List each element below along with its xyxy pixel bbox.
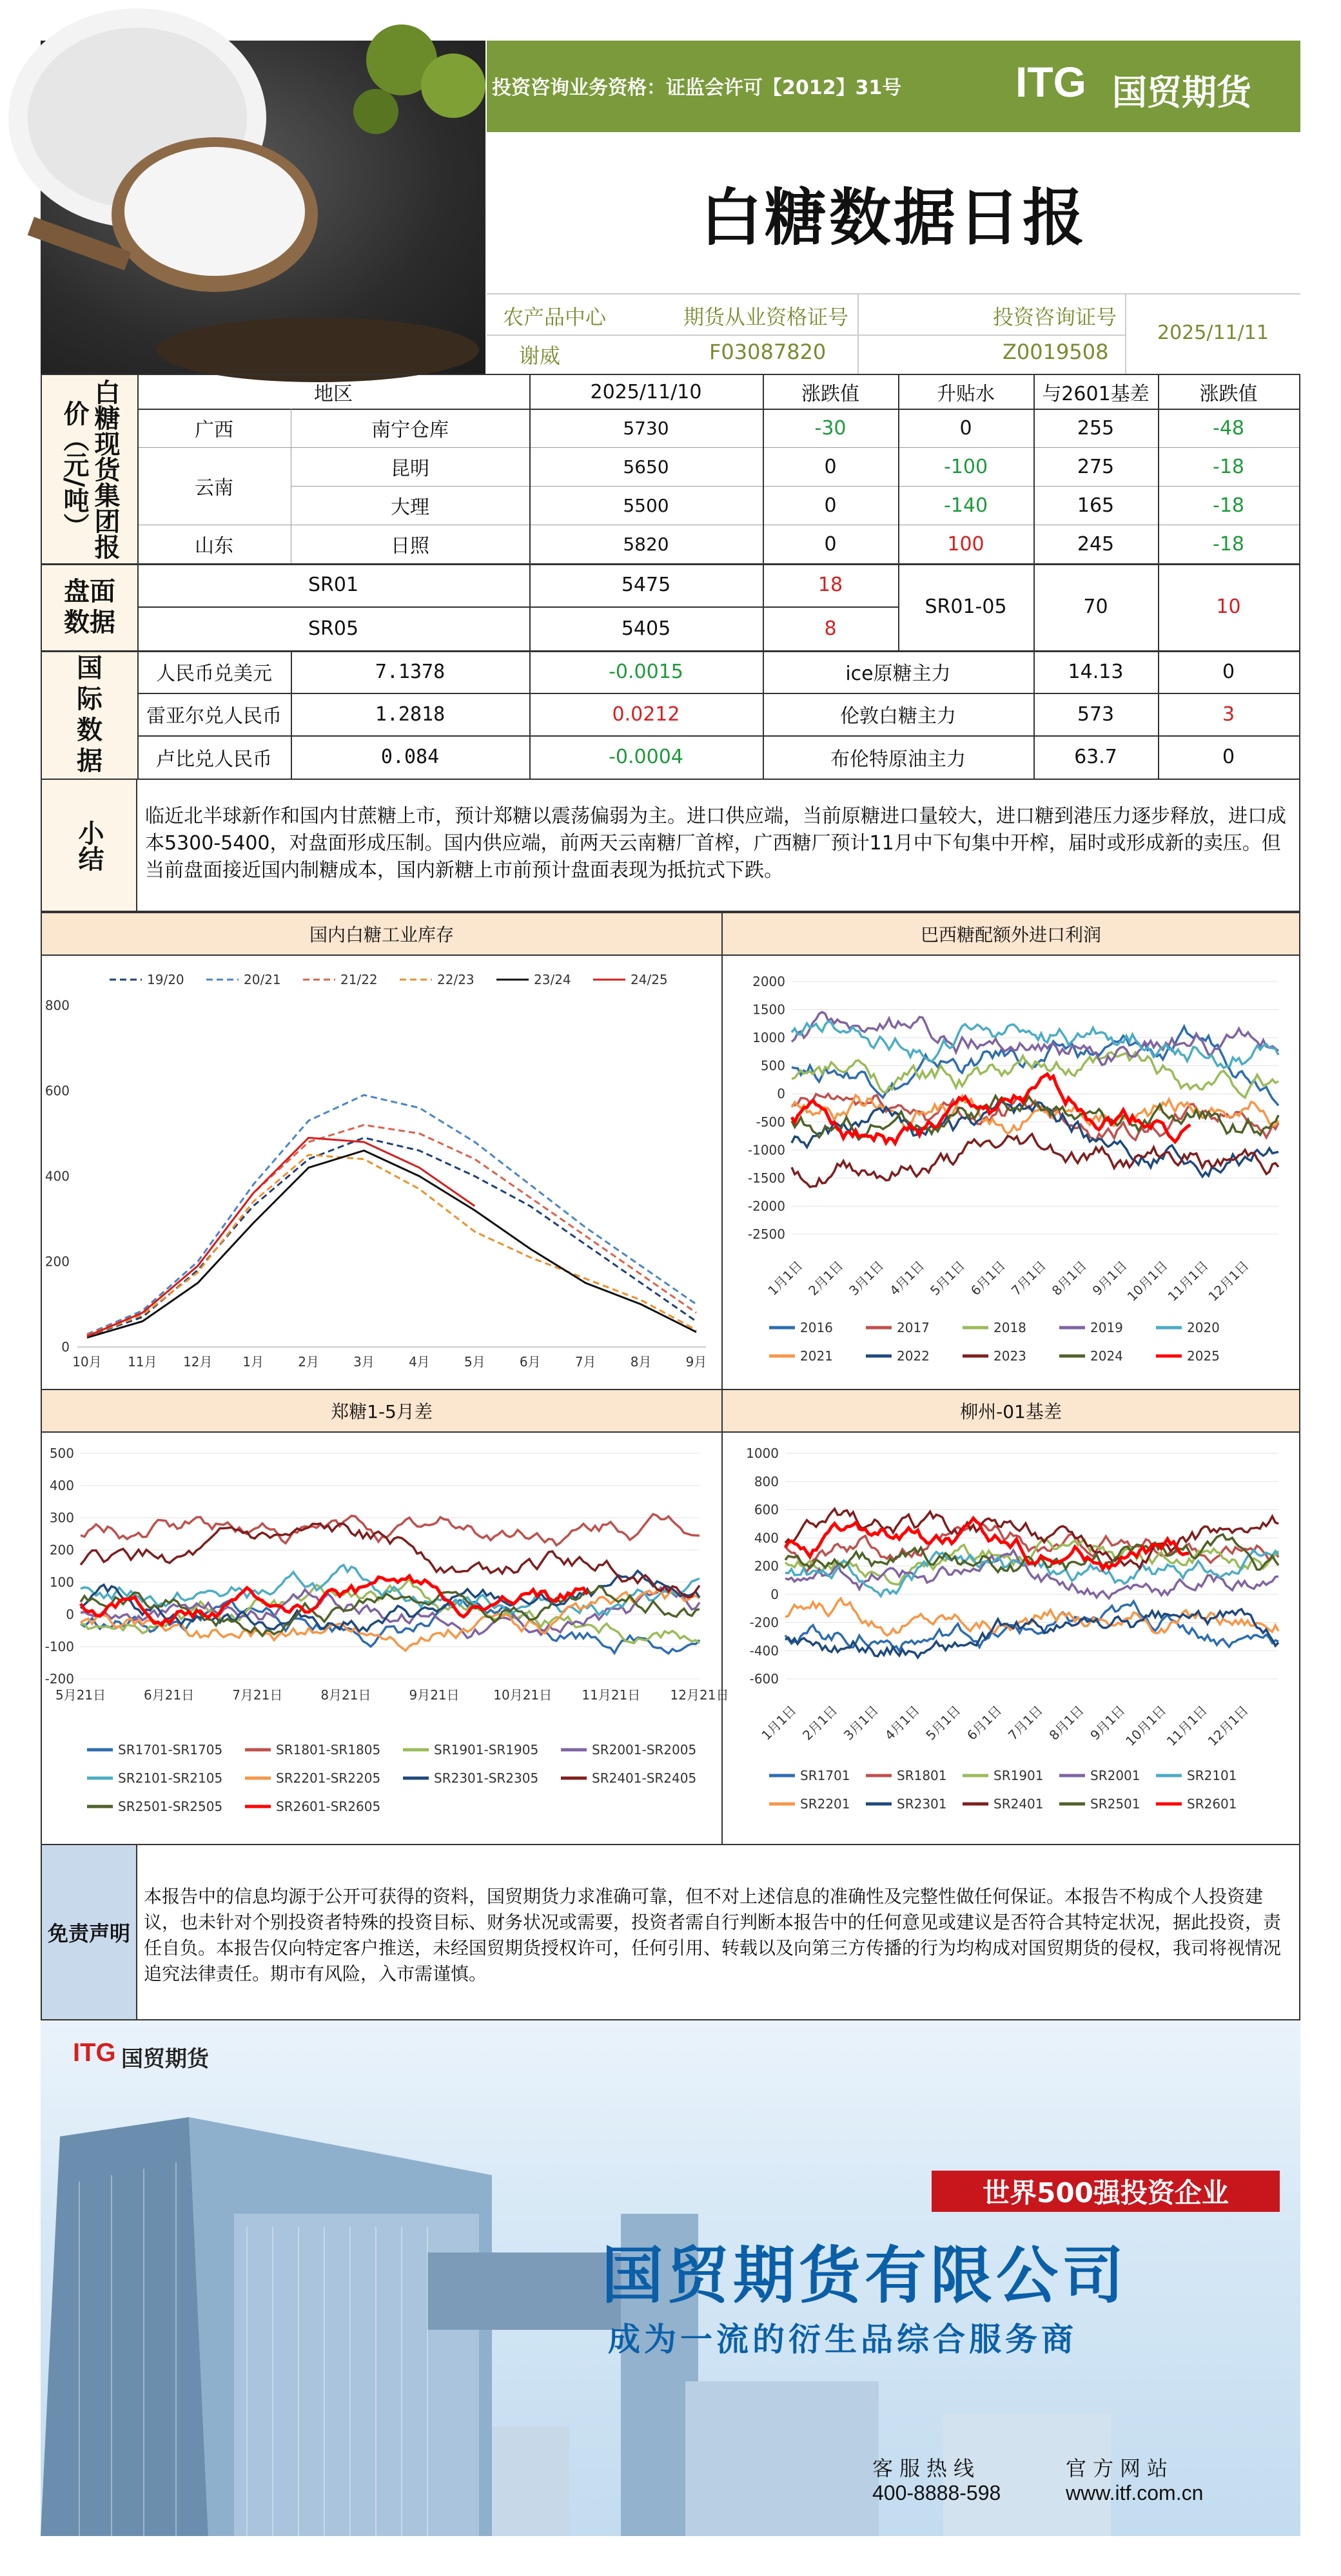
x-tick-label: 12月 [183,1354,213,1370]
x-tick-label: 6月 [519,1354,541,1370]
disclaimer-text: 本报告中的信息均源于公开可获得的资料，国贸期货力求准确可靠，但不对上述信息的准确性及完整性做任何保证。本报告不构成个人投资建议，也未针对个别投资者特殊的投资目标、财务状况或需要，投资者需自行判断本报告中的任何意见或建议是否符合其特定状况，据此投资，责任自负。本报告仅向特定客户推送，未经国贸期货授权许可，任何引用、转载以及向第三方传播的行为均构成对国贸期货的侵权，我司将视情况追究法律责任。期市有风险，入市需谨慎。 [144,1886,1282,1984]
inventory-chart [42,957,720,1388]
x-tick-label: 6月21日 [144,1687,195,1703]
report-date: 2025/11/11 [1157,322,1269,344]
advisory-number: Z0019508 [1003,340,1109,364]
legend-label: 2024 [1090,1348,1123,1364]
spot-price: 5820 [623,533,669,555]
x-tick-label: 4月1日 [886,1257,928,1299]
legend-label: 2016 [800,1320,833,1335]
legend-label: 2023 [994,1348,1026,1364]
y-tick-label: -600 [749,1671,779,1687]
x-tick-label: 11月 [128,1354,157,1370]
futures-contract: SR05 [308,617,359,640]
legend-label: 21/22 [340,972,378,987]
cert-number: F03087820 [709,340,827,364]
y-tick-label: 800 [44,998,70,1013]
spot-basis-change: -18 [1213,455,1244,478]
y-tick-label: -1000 [747,1142,785,1158]
report-title: 白糖数据日报 [700,181,1087,254]
commodity-value: 573 [1077,702,1115,726]
legend-label: 24/25 [631,972,668,987]
x-tick-label: 10月1日 [1122,1702,1170,1749]
spot-region: 山东 [195,535,233,557]
y-tick-label: 600 [44,1083,70,1099]
legend-label: SR1801 [897,1768,947,1783]
col-premium: 升贴水 [937,383,995,405]
series-line [87,1150,696,1337]
y-tick-label: 200 [754,1558,779,1574]
fx-name: 雷亚尔兑人民币 [146,705,282,728]
x-tick-label: 10月1日 [1124,1257,1171,1304]
legend-label: 2020 [1187,1320,1220,1335]
y-tick-label: -400 [749,1643,779,1659]
spot-place: 大理 [391,496,429,519]
x-tick-label: 12月1日 [1204,1702,1251,1749]
summary-text: 临近北半球新作和国内甘蔗糖上市，预计郑糖以震荡偏弱为主。进口供应端，当前原糖进口量较大，进口糖到港压力逐步释放，进口成本5300-5400，对盘面形成压制。国内供应端，前两天云南糖厂首榨，广西糖厂预计11月中下旬集中开榨，届时或形成新的卖压。但当前盘面接近国内制糖成本，国内新糖上市前预计盘面表现为抵抗式下跌。 [145,805,1286,882]
disclaimer-label: 免责声明 [42,1845,137,2019]
y-tick-label: 1000 [752,1030,785,1046]
commodity-value: 14.13 [1068,660,1124,683]
y-tick-label: 2000 [752,974,785,989]
x-tick-label: 9月1日 [1089,1257,1130,1299]
legend-label: SR1901-SR1905 [434,1742,539,1758]
dept-label: 农产品中心 [503,305,607,329]
chart-title-basis: 柳州-01基差 [723,1389,1300,1433]
spot-place: 昆明 [391,458,429,480]
legend-label: 22/23 [437,972,475,987]
commodity-change: 0 [1222,746,1235,768]
series-line [792,1134,1278,1187]
x-tick-label: 7月1日 [1004,1702,1046,1743]
spread-change: 10 [1216,596,1241,618]
spot-region: 广西 [195,419,233,441]
x-tick-label: 10月 [72,1354,102,1370]
x-tick-label: 9月 [685,1354,707,1370]
legend-label: 2022 [897,1348,930,1364]
y-tick-label: 200 [49,1542,74,1558]
y-tick-label: -200 [749,1614,779,1631]
spot-place: 日照 [391,535,429,557]
hotline-label: 客服热线 [872,2456,981,2481]
basis-chart [724,1434,1299,1844]
spot-place: 南宁仓库 [371,419,449,441]
legend-label: SR2201-SR2205 [276,1770,381,1786]
y-tick-label: -200 [44,1671,74,1687]
spread-label: SR01-05 [925,596,1007,618]
x-tick-label: 2月1日 [805,1257,847,1299]
y-tick-label: -100 [44,1639,74,1654]
chart-title-inventory: 国内白糖工业库存 [41,912,723,956]
spot-premium: -140 [943,494,988,517]
legend-label: 2018 [994,1320,1026,1335]
commodity-value: 63.7 [1074,746,1117,768]
y-tick-label: 100 [49,1574,74,1590]
header-bar [487,41,1300,132]
series-line [87,1155,696,1337]
y-tick-label: 300 [49,1510,74,1525]
x-tick-label: 4月1日 [881,1702,923,1743]
fx-value: 1.2818 [375,702,445,726]
spot-change: 0 [824,494,837,517]
x-tick-label: 1月 [242,1354,264,1370]
disclaimer-section [41,1845,1300,2020]
x-tick-label: 3月1日 [840,1702,882,1743]
y-tick-label: 0 [777,1086,785,1102]
legend-label: SR2301-SR2305 [434,1770,539,1786]
x-tick-label: 6月1日 [967,1257,1009,1299]
y-tick-label: 800 [754,1473,779,1489]
x-tick-label: 12月21日 [670,1687,729,1703]
spot-basis: 255 [1077,416,1115,440]
commodity-name: 伦敦白糖主力 [840,705,956,728]
fx-name: 人民币兑美元 [156,663,272,685]
y-tick-label: 1000 [746,1446,779,1461]
y-tick-label: -500 [756,1114,785,1130]
legend-label: SR2401-SR2405 [592,1770,697,1786]
x-tick-label: 1月1日 [758,1702,799,1743]
y-tick-label: 1500 [752,1002,785,1018]
x-tick-label: 11月1日 [1163,1702,1211,1749]
legend-label: SR2101 [1187,1768,1237,1783]
fx-change: -0.0004 [609,746,683,768]
spot-change: -30 [814,416,847,440]
y-tick-label: 500 [760,1058,785,1074]
banner-company-name: 国贸期货有限公司 [602,2240,1128,2312]
spot-change: 0 [824,532,837,556]
x-tick-label: 6月1日 [964,1702,1005,1743]
legend-label: SR2101-SR2105 [118,1770,223,1786]
y-tick-label: -2000 [747,1198,785,1214]
y-tick-label: -2500 [747,1226,785,1242]
spot-price: 5650 [623,456,669,478]
x-tick-label: 10月21日 [493,1687,553,1703]
legend-label: SR2601 [1187,1796,1237,1812]
legend-label: SR2601-SR2605 [276,1799,381,1814]
futures-price: 5475 [621,574,671,596]
spot-basis-change: -18 [1213,494,1244,517]
commodity-name: ice原糖主力 [845,663,951,685]
series-line [785,1602,1278,1651]
legend-label: SR2501-SR2505 [118,1799,223,1814]
col-region: 地区 [314,383,353,405]
y-tick-label: 0 [770,1586,779,1602]
col-change: 涨跌值 [801,383,859,405]
legend-label: SR1701 [800,1768,850,1783]
spot-premium: 100 [947,532,984,556]
legend-label: 23/24 [534,972,571,987]
series-line [87,1138,696,1336]
legend-label: 19/20 [147,972,184,987]
website-label: 官方网站 [1066,2456,1175,2481]
futures-price: 5405 [621,617,671,640]
y-tick-label: 400 [44,1168,70,1184]
legend-label: SR2301 [897,1796,947,1812]
x-tick-label: 7月21日 [232,1687,283,1703]
summary-label: 小结 [42,780,137,911]
website-url[interactable]: www.itf.com.cn [1066,2481,1204,2504]
fx-change: -0.0015 [609,660,683,683]
x-tick-label: 3月 [353,1354,375,1370]
x-tick-label: 8月 [630,1354,652,1370]
col-basis: 与2601基差 [1042,383,1150,405]
legend-label: 20/21 [244,972,281,987]
itg-logo: ITG [1015,58,1086,106]
hotline-number[interactable]: 400-8888-598 [872,2481,1001,2504]
x-tick-label: 5月21日 [55,1687,106,1703]
spot-basis: 245 [1077,532,1115,556]
x-tick-label: 5月 [464,1354,485,1370]
legend-label: SR2001 [1090,1768,1140,1783]
x-tick-label: 2月1日 [799,1702,841,1743]
legend-label: 2017 [897,1320,930,1335]
summary-section [41,780,1300,912]
header-photo [41,41,485,374]
spot-basis-change: -18 [1213,532,1244,556]
x-tick-label: 4月 [409,1354,430,1370]
x-tick-label: 8月21日 [320,1687,371,1703]
y-tick-label: -1500 [747,1170,785,1186]
y-tick-label: 200 [44,1254,70,1270]
series-line [87,1095,696,1334]
x-tick-label: 11月1日 [1164,1257,1211,1304]
legend-label: SR2501 [1090,1796,1140,1812]
x-tick-label: 9月1日 [1087,1702,1128,1743]
author-name: 谢威 [519,344,561,368]
chart-title-spread: 郑糖1-5月差 [41,1389,723,1433]
legend-label: SR2401 [994,1796,1044,1812]
sugar-spoon-image [41,41,485,374]
commodity-change: 0 [1222,660,1235,683]
import-profit-chart [724,957,1299,1388]
company-logo-text: 国贸期货 [1112,72,1251,113]
series-line [81,1514,700,1545]
x-tick-label: 7月 [574,1354,596,1370]
x-tick-label: 11月21日 [582,1687,641,1703]
futures-section-label: 盘面数据 [42,563,137,650]
qualification-text: 投资咨询业务资格：证监会许可【2012】31号 [492,77,902,99]
legend-label: SR1901 [994,1768,1044,1783]
fortune500-badge: 世界500强投资企业 [932,2171,1280,2212]
banner-itg-logo: ITG [73,2039,116,2067]
spot-change: 0 [824,455,837,478]
legend-label: SR1701-SR1705 [118,1742,223,1758]
cert-label: 期货从业资格证号 [683,305,849,329]
legend-label: 2019 [1090,1320,1123,1335]
x-tick-label: 8月1日 [1046,1702,1087,1743]
spot-price: 5500 [623,494,669,516]
spot-section-label: 白糖现货集团报价（元/吨） [42,375,137,563]
fx-value: 0.084 [380,746,440,768]
series-line [87,1125,696,1335]
fx-change: 0.0212 [612,702,680,726]
banner-logo-name: 国贸期货 [121,2046,209,2072]
fx-value: 7.1378 [375,660,445,683]
y-tick-label: 400 [754,1530,779,1546]
y-tick-label: 0 [66,1607,74,1622]
legend-label: SR1801-SR1805 [276,1742,381,1758]
chart-title-import-profit: 巴西糖配额外进口利润 [723,912,1300,956]
col-basis-change: 涨跌值 [1199,383,1258,405]
advisory-label: 投资咨询证号 [993,305,1117,329]
fx-name: 卢比兑人民币 [156,748,272,771]
x-tick-label: 5月1日 [926,1257,968,1299]
commodity-name: 布伦特原油主力 [830,748,966,771]
y-tick-label: 0 [61,1339,70,1355]
intl-section-label: 国际数据 [42,650,137,779]
legend-label: 2021 [800,1348,833,1364]
futures-change: 18 [817,574,843,596]
spread-value: 70 [1083,596,1108,618]
banner-slogan: 成为一流的衍生品综合服务商 [608,2321,1077,2358]
series-line [81,1565,700,1614]
company-banner [41,2020,1300,2536]
futures-change: 8 [824,617,837,640]
spot-price: 5730 [623,417,669,439]
x-tick-label: 1月1日 [765,1257,806,1299]
x-tick-label: 5月1日 [923,1702,964,1743]
y-tick-label: 600 [754,1502,779,1518]
legend-label: SR2201 [800,1796,850,1812]
x-tick-label: 2月 [298,1354,320,1370]
spot-premium: 0 [959,416,972,440]
series-line [81,1579,700,1643]
spot-premium: -100 [943,455,988,478]
x-tick-label: 9月21日 [409,1687,460,1703]
author-block [487,293,1300,375]
x-tick-label: 7月1日 [1008,1257,1050,1299]
commodity-change: 3 [1222,702,1235,726]
col-date: 2025/11/10 [590,380,702,403]
data-table [41,374,1300,780]
spot-basis-change: -48 [1213,416,1244,440]
x-tick-label: 12月1日 [1205,1257,1252,1304]
spot-basis: 165 [1077,494,1115,517]
x-tick-label: 3月1日 [846,1257,887,1299]
spot-region: 云南 [195,477,233,499]
x-tick-label: 8月1日 [1048,1257,1090,1299]
y-tick-label: 400 [49,1478,74,1493]
legend-label: SR2001-SR2005 [592,1742,697,1758]
y-tick-label: 500 [49,1446,74,1461]
spread-chart [42,1434,729,1844]
futures-contract: SR01 [308,574,359,596]
spot-basis: 275 [1077,455,1115,478]
legend-label: 2025 [1187,1348,1220,1364]
